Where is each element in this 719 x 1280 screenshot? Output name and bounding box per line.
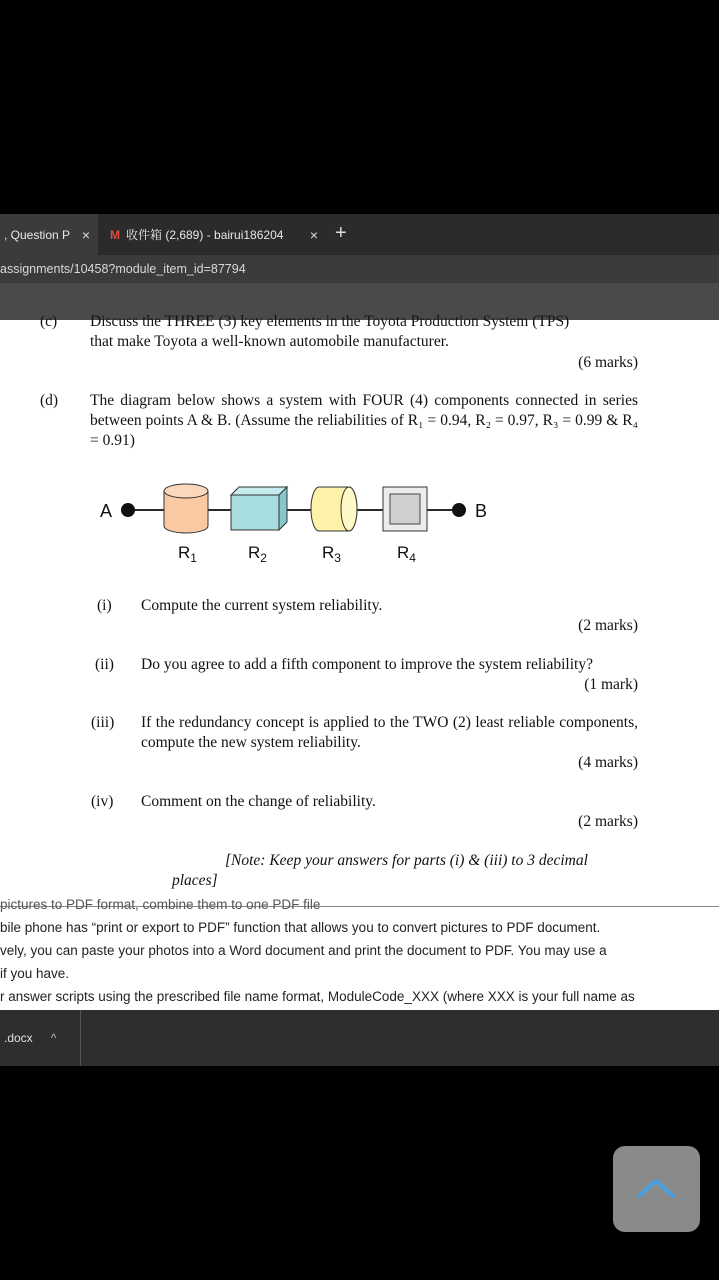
question-ii-marks: (1 mark)	[584, 676, 638, 693]
question-iii-marks: (4 marks)	[578, 754, 638, 771]
part-c-label: (c)	[40, 313, 58, 330]
part-d-label: (d)	[40, 392, 59, 409]
instruction-line4: r answer scripts using the prescribed file name format, ModuleCode_XXX (where XXX is your full name as	[0, 989, 635, 1004]
chevron-up-icon[interactable]: ^	[50, 1031, 57, 1045]
r4-square-component	[383, 487, 427, 531]
assignment-instructions	[0, 897, 719, 1011]
point-b-node	[452, 503, 466, 517]
tab-bar	[0, 214, 719, 255]
question-iii-number: (iii)	[91, 714, 115, 731]
question-ii-text: Do you agree to add a fifth component to improve the system reliability?	[141, 656, 593, 673]
point-a-node	[121, 503, 135, 517]
r1-label: $R_1$	[178, 543, 197, 565]
close-tab-icon[interactable]: ×	[81, 227, 90, 243]
chevron-up-icon	[613, 1146, 700, 1232]
question-iv-marks: (2 marks)	[578, 813, 638, 830]
r2-label: $R_2$	[248, 543, 267, 565]
instruction-line0: pictures to PDF format, combine them to one PDF file	[0, 897, 321, 912]
instruction-line2: vely, you can paste your photos into a Word document and print the document to PDF. You may use a	[0, 943, 607, 958]
note-line2: places]	[172, 872, 218, 889]
point-b-label: B	[475, 501, 488, 521]
tab-label: 收件箱 (2,689) - bairui186204	[126, 228, 284, 242]
scroll-to-top-button[interactable]	[613, 1146, 700, 1232]
part-d-text: The diagram below shows a system with FOUR (4) components connected in series between points A & B. (Assume the reliabilities of R₁ = 0.94, R₂ = 0.97, R₃ = 0.99 & R₄ = 0.91)	[90, 392, 638, 449]
r1-cylinder-component	[164, 484, 208, 533]
instruction-line1: bile phone has “print or export to PDF” function that allows you to convert pictures to PDF document.	[0, 920, 601, 935]
r3-label: $R_3$	[322, 543, 341, 565]
r2-box-component	[231, 487, 287, 530]
question-i-number: (i)	[97, 597, 112, 614]
part-c-line2: that make Toyota a well-known automobile manufacturer.	[90, 333, 449, 350]
question-iv-text: Comment on the change of reliability.	[141, 793, 376, 810]
address-bar[interactable]	[0, 255, 719, 283]
instruction-line3: if you have.	[0, 966, 70, 981]
close-tab-icon[interactable]: ×	[309, 227, 318, 243]
r4-label: $R_4$	[397, 543, 416, 565]
part-c-marks: (6 marks)	[578, 354, 638, 371]
part-c-line1: Discuss the THREE (3) key elements in the Toyota Production System (TPS)	[90, 313, 570, 330]
note-line1: [Note: Keep your answers for parts (i) & (iii) to 3 decimal	[225, 852, 588, 869]
question-iv-number: (iv)	[91, 793, 114, 810]
tab-gmail[interactable]	[100, 214, 326, 255]
download-item[interactable]	[0, 1010, 81, 1066]
tab-label: , Question P	[4, 227, 71, 242]
tab-question-paper[interactable]	[0, 214, 98, 255]
question-iii-text: If the redundancy concept is applied to the TWO (2) least reliable components, compute the new system reliability.	[141, 714, 638, 751]
r3-cylinder-component	[311, 487, 357, 531]
series-diagram	[90, 470, 510, 580]
point-a-label: A	[100, 501, 113, 521]
download-filename: .docx	[4, 1031, 33, 1045]
url-text: assignments/10458?module_item_id=87794	[0, 262, 246, 276]
new-tab-button[interactable]: +	[335, 222, 347, 244]
question-ii-number: (ii)	[95, 656, 114, 673]
question-i-marks: (2 marks)	[578, 617, 638, 634]
question-i-text: Compute the current system reliability.	[141, 597, 383, 614]
document-page	[0, 313, 719, 906]
gmail-icon: M	[110, 227, 120, 242]
download-bar	[0, 1010, 719, 1066]
